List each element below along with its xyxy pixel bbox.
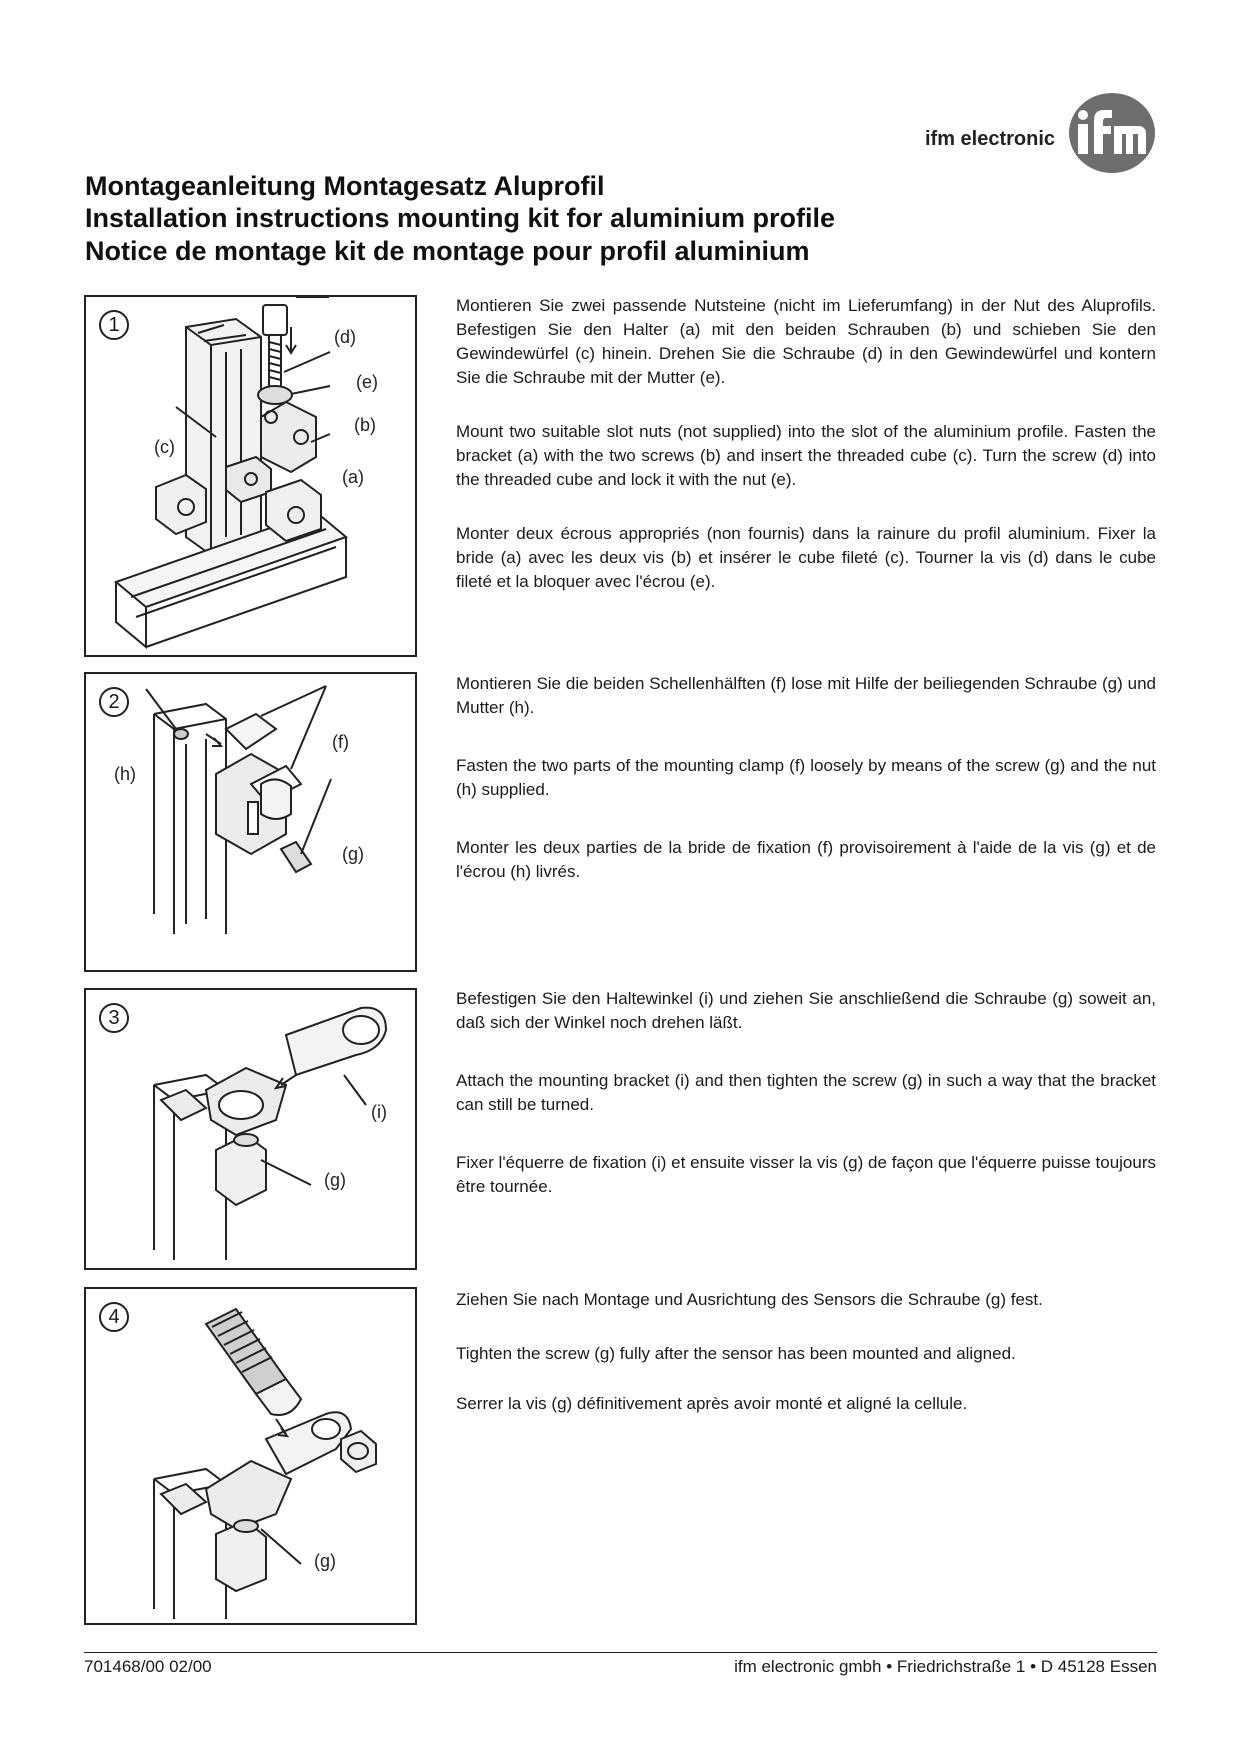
- callout-i: (i): [371, 1102, 387, 1122]
- callout-g: (g): [342, 844, 364, 864]
- step-1-text: [456, 294, 1156, 594]
- step-3-text: [456, 987, 1156, 1199]
- callout-h: (h): [114, 764, 136, 784]
- title-german: Montageanleitung Montagesatz Aluprofil: [85, 171, 605, 201]
- step-4-text: [456, 1288, 1156, 1416]
- step-2-drawing: [86, 674, 419, 974]
- step-2-english: Fasten the two parts of the mounting clamp (f) loosely by means of the screw (g) and the nut (h) supplied.: [456, 756, 1156, 799]
- step-4-french: Serrer la vis (g) définitivement après avoir monté et aligné la cellule.: [456, 1394, 968, 1413]
- callout-g: (g): [324, 1170, 346, 1190]
- step-4-number: 4: [99, 1302, 129, 1332]
- footer-divider: [84, 1652, 1157, 1653]
- callout-b: (b): [354, 415, 376, 435]
- callout-d: (d): [334, 327, 356, 347]
- step-2-number: 2: [99, 687, 129, 717]
- step-1-drawing: [86, 297, 419, 659]
- title-english: Installation instructions mounting kit for aluminium profile: [85, 203, 836, 233]
- step-1-number: 1: [99, 310, 129, 340]
- company-address: ifm electronic gmbh • Friedrichstraße 1 • D 45128 Essen: [734, 1657, 1157, 1676]
- callout-a: (a): [342, 467, 364, 487]
- step-1-french: Monter deux écrous appropriés (non fournis) dans la rainure du profil aluminium. Fixer la bride (a) avec les deux vis (b) et insérer le cube fileté (c). Tourner la vis (d) dans le cube fileté et la bloquer avec l'écrou (e).: [456, 524, 1156, 591]
- step-2-french: Monter les deux parties de la bride de fixation (f) provisoirement à l'aide de la vis (g) et de l'écrou (h) livrés.: [456, 838, 1156, 881]
- step-4-german: Ziehen Sie nach Montage und Ausrichtung des Sensors die Schraube (g) fest.: [456, 1290, 1043, 1309]
- callout-f: (f): [332, 732, 349, 752]
- callout-e: (e): [356, 372, 378, 392]
- step-2-illustration: [84, 672, 417, 972]
- step-1-english: Mount two suitable slot nuts (not supplied) into the slot of the aluminium profile. Fasten the bracket (a) with the two screws (b) and insert the threaded cube (c). Turn the screw (d) into the threaded cube and lock it with the nut (e).: [456, 422, 1156, 489]
- step-3-number: 3: [99, 1003, 129, 1033]
- step-3-illustration: [84, 988, 417, 1270]
- step-2-german: Montieren Sie die beiden Schellenhälften (f) lose mit Hilfe der beiliegenden Schraube (g) und Mutter (h).: [456, 674, 1156, 717]
- document-number: 701468/00 02/00: [84, 1657, 212, 1676]
- step-4-drawing: [86, 1289, 419, 1627]
- step-3-drawing: [86, 990, 419, 1272]
- brand-name: ifm electronic: [925, 128, 1056, 150]
- step-4-illustration: [84, 1287, 417, 1625]
- step-2-text: [456, 672, 1156, 884]
- step-1-illustration: [84, 295, 417, 657]
- callout-c: (c): [154, 437, 175, 457]
- step-3-french: Fixer l'équerre de fixation (i) et ensuite visser la vis (g) de façon que l'équerre puisse toujours être tournée.: [456, 1153, 1156, 1196]
- step-4-english: Tighten the screw (g) fully after the sensor has been mounted and aligned.: [456, 1344, 1016, 1363]
- step-1-german: Montieren Sie zwei passende Nutsteine (nicht im Lieferumfang) in der Nut des Aluprofils. Befestigen Sie den Halter (a) mit den beiden Schrauben (b) und schieben Sie den Gewindewürfel (c) hinein. Drehen Sie die Schraube (d) in den Gewindewürfel und kontern Sie die Schraube mit der Mutter (e).: [456, 296, 1156, 387]
- step-3-english: Attach the mounting bracket (i) and then tighten the screw (g) in such a way that the bracket can still be turned.: [456, 1071, 1156, 1114]
- ifm-logo: [1068, 92, 1156, 174]
- title-french: Notice de montage kit de montage pour profil aluminium: [85, 236, 810, 266]
- callout-g: (g): [314, 1551, 336, 1571]
- step-3-german: Befestigen Sie den Haltewinkel (i) und ziehen Sie anschließend die Schraube (g) soweit an, daß sich der Winkel noch drehen läßt.: [456, 989, 1156, 1032]
